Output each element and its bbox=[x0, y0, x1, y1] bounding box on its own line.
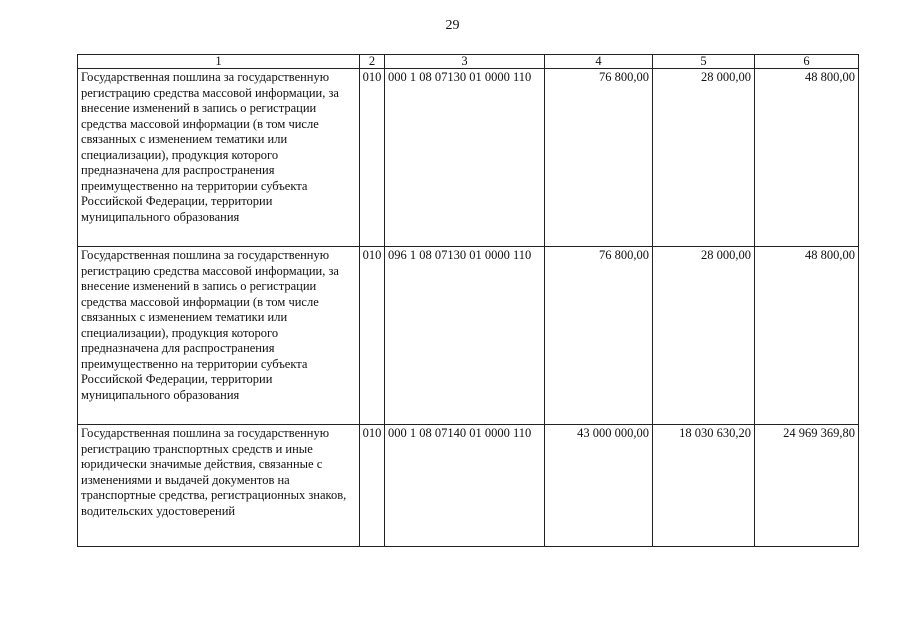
header-cell: 6 bbox=[755, 55, 859, 69]
row-name-cell: Государственная пошлина за государственную регистрацию средства массовой информации, за внесение изменений в запись о регистрации средства массовой информации (в том числе связанных с изменением тематики или специализации), продукция которого предназначена для распространения преимущественно на территории субъекта Российской Федерации, территории муниципального образования bbox=[78, 247, 360, 425]
row-kbk-cell: 096 1 08 07130 01 0000 110 bbox=[385, 247, 545, 425]
table-row bbox=[78, 247, 859, 425]
row-col6-cell: 48 800,00 bbox=[755, 69, 859, 247]
table-row bbox=[78, 425, 859, 547]
header-cell: 5 bbox=[653, 55, 755, 69]
row-name-cell: Государственная пошлина за государственную регистрацию средства массовой информации, за внесение изменений в запись о регистрации средства массовой информации (в том числе связанных с изменением тематики или специализации), продукция которого предназначена для распространения преимущественно на территории субъекта Российской Федерации, территории муниципального образования bbox=[78, 69, 360, 247]
row-col4-cell: 43 000 000,00 bbox=[545, 425, 653, 547]
row-col5-cell: 28 000,00 bbox=[653, 247, 755, 425]
table-row bbox=[78, 69, 859, 247]
row-col6-cell: 48 800,00 bbox=[755, 247, 859, 425]
table-header-row bbox=[78, 55, 859, 69]
row-code-cell: 010 bbox=[360, 425, 385, 547]
budget-table bbox=[77, 54, 859, 547]
header-cell: 1 bbox=[78, 55, 360, 69]
header-cell: 3 bbox=[385, 55, 545, 69]
row-kbk-cell: 000 1 08 07140 01 0000 110 bbox=[385, 425, 545, 547]
row-col6-cell: 24 969 369,80 bbox=[755, 425, 859, 547]
row-col5-cell: 18 030 630,20 bbox=[653, 425, 755, 547]
page-number: 29 bbox=[445, 18, 460, 33]
row-col4-cell: 76 800,00 bbox=[545, 247, 653, 425]
header-cell: 2 bbox=[360, 55, 385, 69]
header-cell: 4 bbox=[545, 55, 653, 69]
row-name-cell: Государственная пошлина за государственную регистрацию транспортных средств и иные юридически значимые действия, связанные с изменениями и выдачей документов на транспортные средства, регистрационных знаков, водительских удостоверений bbox=[78, 425, 360, 547]
row-code-cell: 010 bbox=[360, 69, 385, 247]
row-col5-cell: 28 000,00 bbox=[653, 69, 755, 247]
row-col4-cell: 76 800,00 bbox=[545, 69, 653, 247]
row-code-cell: 010 bbox=[360, 247, 385, 425]
row-kbk-cell: 000 1 08 07130 01 0000 110 bbox=[385, 69, 545, 247]
